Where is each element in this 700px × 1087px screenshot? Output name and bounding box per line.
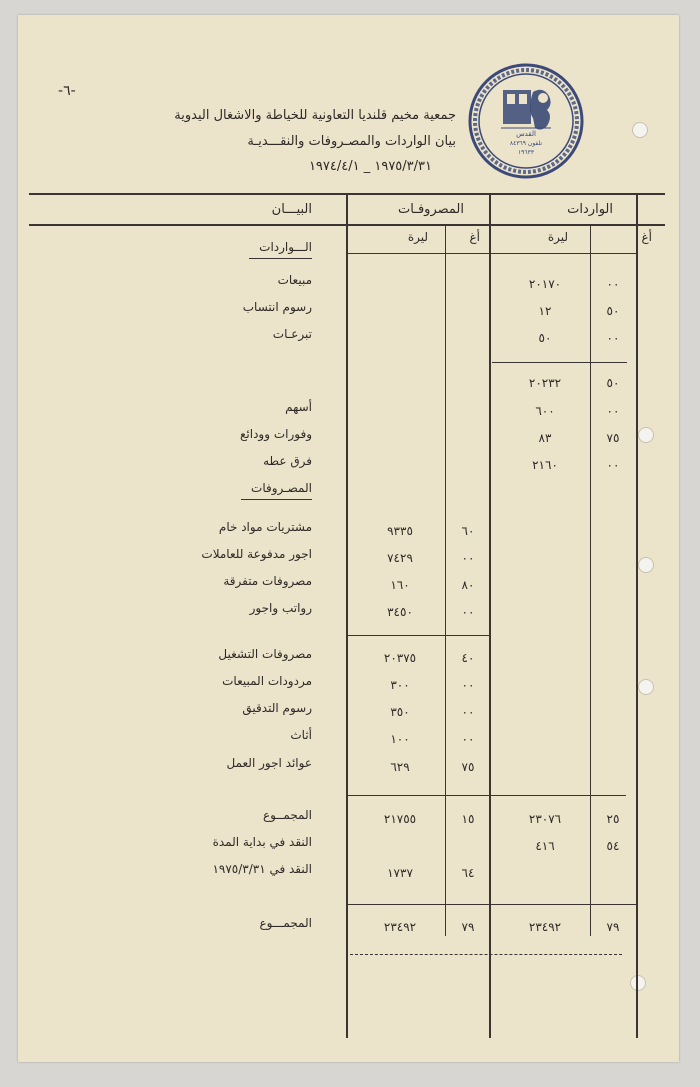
revenue-piaster-cell: ٢٥: [606, 812, 620, 826]
revenue-piaster-cell: ٧٩: [606, 920, 620, 934]
revenue-pound-cell: ٢٣٤٩٢: [528, 920, 562, 934]
subheader-expense-piaster: أغ: [469, 230, 480, 244]
seal-line-2: تلفون ٨٤٣٦٩: [509, 140, 543, 147]
revenue-pound-cell: ١٢: [538, 304, 552, 318]
expense-piaster-cell: ٠٠: [461, 678, 475, 692]
row-label: مردودات المبيعات: [222, 674, 312, 688]
revenue-pound-cell: ٢٣٠٧٦: [528, 812, 562, 826]
subcolumn-divider-expenses: [445, 226, 446, 936]
expense-pound-cell: ٧٤٢٩: [387, 551, 413, 565]
column-divider-expenses: [489, 193, 491, 1038]
row-label: رواتب واجور: [249, 601, 312, 615]
subheader-revenue-pound: ليرة: [547, 230, 568, 244]
column-divider-statement: [346, 193, 348, 1038]
row-label: فرق عطه: [263, 454, 312, 468]
grand-total-line: [346, 904, 636, 905]
revenue-pound-cell: ٥٠: [538, 331, 552, 345]
row-label: تبرعـات: [272, 327, 312, 341]
expense-piaster-cell: ٧٥: [461, 760, 475, 774]
expense-pound-cell: ٩٣٣٥: [387, 524, 413, 538]
seal-line-3: ١٩٦٣٣: [517, 149, 535, 156]
subheader-expense-pound: ليرة: [407, 230, 428, 244]
revenue-pound-cell: ٨٣: [538, 431, 552, 445]
expense-pound-cell: ٣٤٥٠: [387, 605, 413, 619]
expense-piaster-cell: ٦٠: [461, 524, 475, 538]
header-statement: البيـــان: [271, 202, 312, 217]
header-revenues: الواردات: [567, 202, 613, 217]
seal-line-1: القدس: [516, 130, 536, 138]
row-label: المجمــوع: [262, 808, 312, 822]
row-label: الـــواردات: [249, 240, 312, 259]
row-label: أثاث: [290, 728, 312, 742]
row-label: رسوم التدقيق: [242, 701, 312, 715]
expense-pound-cell: ٢١٧٥٥: [383, 812, 417, 826]
expense-piaster-cell: ٠٠: [461, 605, 475, 619]
revenue-piaster-cell: ٠٠: [606, 331, 620, 345]
expense-piaster-cell: ٠٠: [461, 705, 475, 719]
row-label: عوائد اجور العمل: [226, 756, 312, 770]
row-label: النقد في بداية المدة: [212, 835, 312, 849]
revenue-piaster-cell: ٠٠: [606, 277, 620, 291]
expenses-subtotal-line: [346, 635, 490, 636]
expense-piaster-cell: ٠٠: [461, 551, 475, 565]
cooperative-seal-stamp: [467, 62, 585, 180]
expense-pound-cell: ١٦٠: [390, 578, 410, 592]
row-label: مبيعات: [277, 273, 312, 287]
totals-line: [346, 795, 626, 796]
revenue-piaster-cell: ٥٤: [606, 839, 620, 853]
revenue-piaster-cell: ٥٠: [606, 376, 620, 390]
row-label: مصروفات التشغيل: [218, 647, 312, 661]
punch-hole: [638, 557, 654, 573]
row-label: وفورات وودائع: [240, 427, 312, 441]
expense-piaster-cell: ٧٩: [461, 920, 475, 934]
punch-hole: [630, 975, 646, 991]
revenue-piaster-cell: ٠٠: [606, 404, 620, 418]
column-divider-right: [636, 193, 638, 1038]
revenue-pound-cell: ٦٠٠: [535, 404, 555, 418]
expense-pound-cell: ٦٢٩: [390, 760, 410, 774]
row-label: المصـروفات: [241, 481, 312, 500]
expense-pound-cell: ٢٣٤٩٢: [383, 920, 417, 934]
expense-pound-cell: ١٧٣٧: [387, 866, 413, 880]
revenue-pound-cell: ٤١٦: [535, 839, 555, 853]
subcolumn-divider-revenues: [590, 226, 591, 936]
expense-pound-cell: ٣٠٠: [390, 678, 410, 692]
punch-hole: [638, 427, 654, 443]
page-number: -٦-: [58, 83, 76, 99]
header-expenses: المصروفـات: [397, 202, 464, 217]
expense-pound-cell: ٣٥٠: [390, 705, 410, 719]
revenue-piaster-cell: ٥٠: [606, 304, 620, 318]
row-label: رسوم انتساب: [242, 300, 312, 314]
expense-pound-cell: ١٠٠: [390, 732, 410, 746]
expense-pound-cell: ٢٠٣٧٥: [383, 651, 417, 665]
row-label: مشتريات مواد خام: [218, 520, 312, 534]
expense-piaster-cell: ١٥: [461, 812, 475, 826]
punch-hole: [632, 122, 648, 138]
revenue-pound-cell: ٢٠٢٣٢: [528, 376, 562, 390]
statement-subtitle: بيان الواردات والمصـروفات والنقـــديـة: [247, 134, 456, 149]
row-label: النقد في ١٩٧٥/٣/٣١: [212, 862, 312, 876]
revenue-piaster-cell: ٠٠: [606, 458, 620, 472]
subheader-revenue-piaster: أغ: [641, 230, 652, 244]
revenue-pound-cell: ٢١٦٠: [532, 458, 558, 472]
statement-period: ١٩٧٥/٣/٣١ _ ١٩٧٤/٤/١: [308, 159, 432, 174]
row-label: أسهم: [285, 400, 312, 414]
expense-piaster-cell: ٤٠: [461, 651, 475, 665]
subheader-underline: [346, 253, 636, 254]
expense-piaster-cell: ٨٠: [461, 578, 475, 592]
revenue-piaster-cell: ٧٥: [606, 431, 620, 445]
punch-hole: [638, 679, 654, 695]
revenue-pound-cell: ٢٠١٧٠: [528, 277, 562, 291]
revenues-subtotal-line: [492, 362, 627, 363]
row-label: المجمـــوع: [259, 916, 312, 930]
double-underline-dashes: [350, 954, 622, 955]
expense-piaster-cell: ٠٠: [461, 732, 475, 746]
row-label: مصروفات متفرقة: [223, 574, 312, 588]
organization-name: جمعية مخيم قلنديا التعاونية للخياطة والاشغال اليدوية: [174, 108, 456, 123]
expense-piaster-cell: ٦٤: [461, 866, 475, 880]
row-label: اجور مدفوعة للعاملات: [201, 547, 312, 561]
